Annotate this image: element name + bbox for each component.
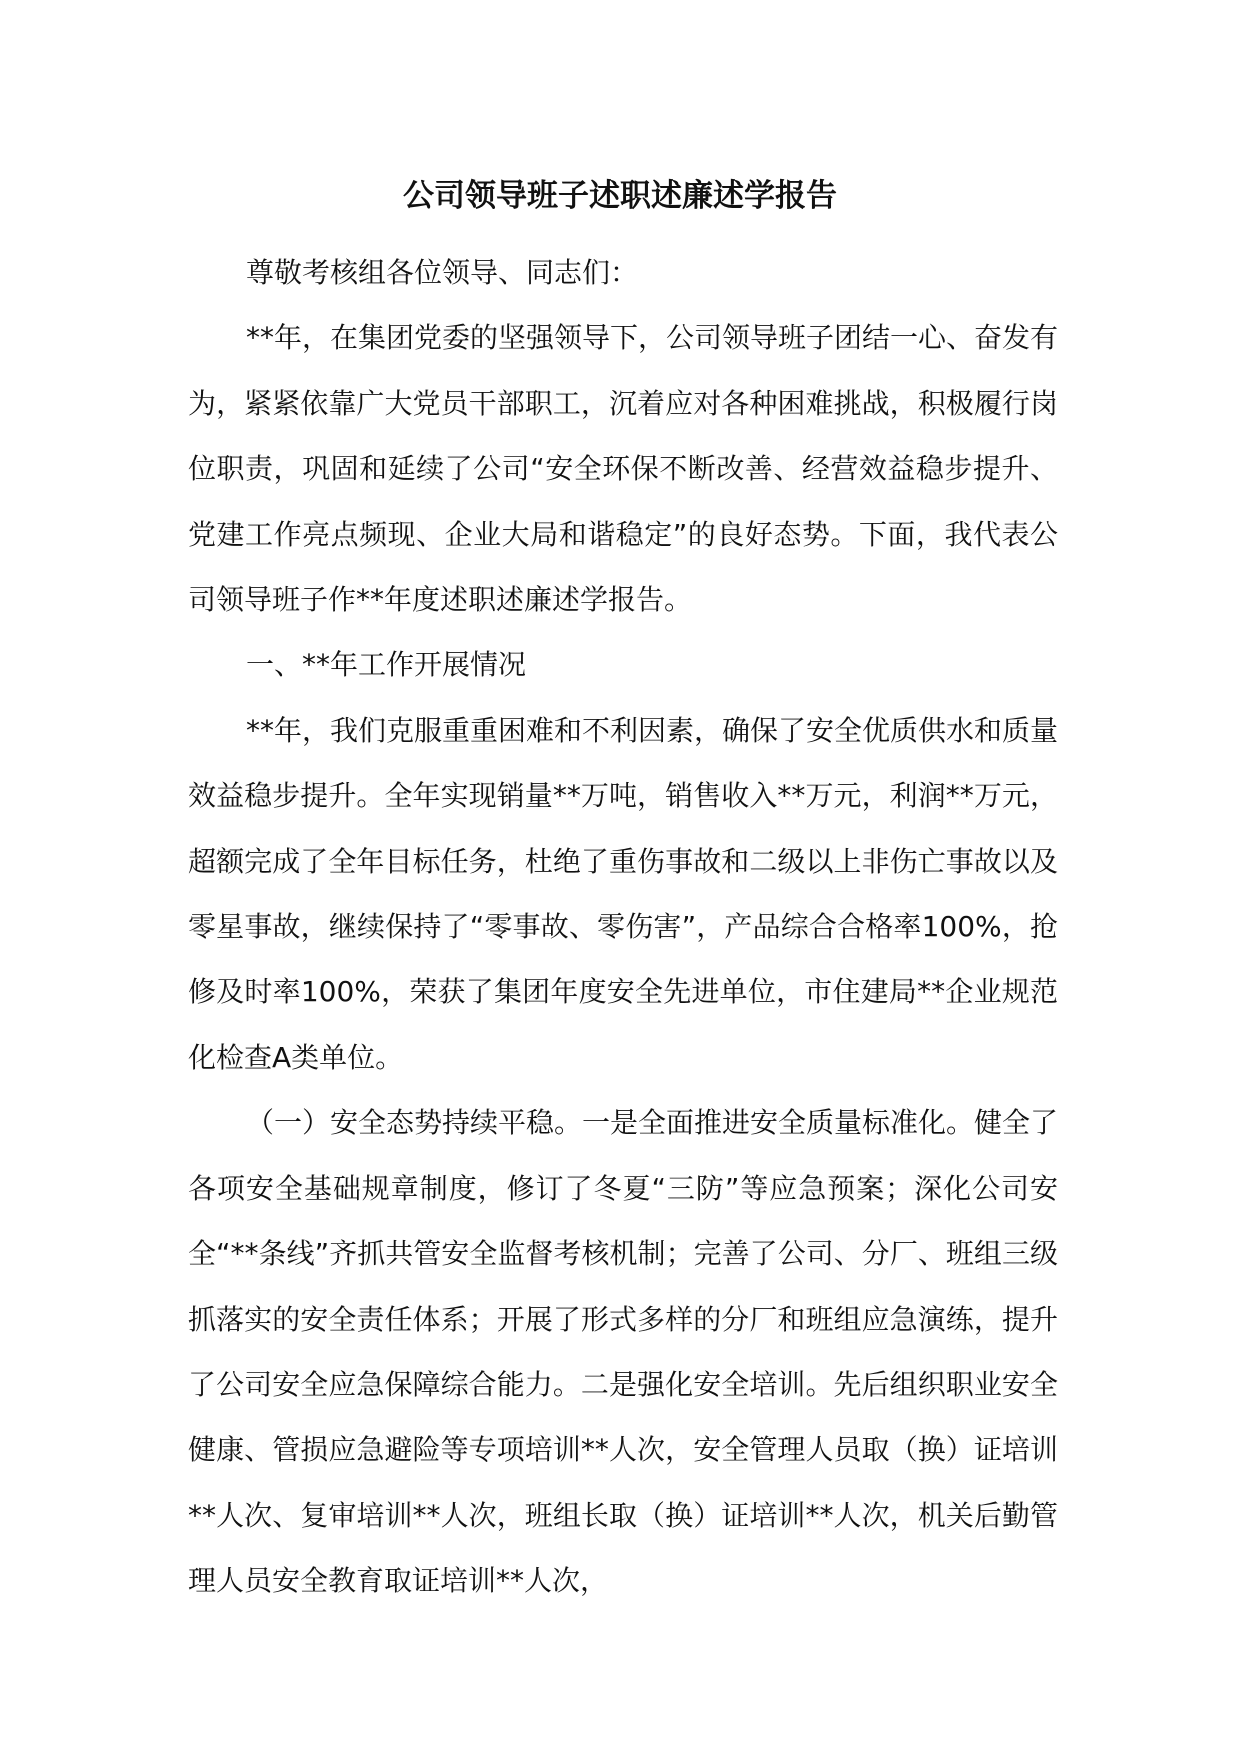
safety-paragraph: （一）安全态势持续平稳。一是全面推进安全质量标准化。健全了各项安全基础规章制度，修订了冬夏“三防”等应急预案；深化公司安全“**条线”齐抓共管安全监督考核机制；完善了公司、分厂、班组三级抓落实的安全责任体系；开展了形式多样的分厂和班组应急演练，提升了公司安全应急保障综合能力。二是强化安全培训。先后组织职业安全健康、管损应急避险等专项培训**人次，安全管理人员取（换）证培训**人次、复审培训**人次，班组长取（换）证培训**人次，机关后勤管理人员安全教育取证培训**人次， bbox=[188, 1106, 1059, 1598]
salutation-paragraph: 尊敬考核组各位领导、同志们： bbox=[246, 256, 639, 289]
summary-paragraph: **年，我们克服重重困难和不利因素，确保了安全优质供水和质量效益稳步提升。全年实现销量**万吨，销售收入**万元，利润**万元，超额完成了全年目标任务，杜绝了重伤事故和二级以上非伤亡事故以及零星事故，继续保持了“零事故、零伤害”，产品综合合格率100%，抢修及时率100%，荣获了集团年度安全先进单位，市住建局**企业规范化检查A类单位。 bbox=[188, 713, 1059, 1074]
document-body bbox=[188, 240, 1058, 1614]
section-heading: 一、**年工作开展情况 bbox=[246, 648, 527, 682]
intro-paragraph: **年，在集团党委的坚强领导下，公司领导班子团结一心、奋发有为，紧紧依靠广大党员干部职工，沉着应对各种困难挑战，积极履行岗位职责，巩固和延续了公司“安全环保不断改善、经营效益稳步提升、党建工作亮点频现、企业大局和谐稳定”的良好态势。下面，我代表公司领导班子作**年度述职述廉述学报告。 bbox=[188, 321, 1059, 617]
document-title: 公司领导班子述职述廉述学报告 bbox=[403, 178, 837, 214]
